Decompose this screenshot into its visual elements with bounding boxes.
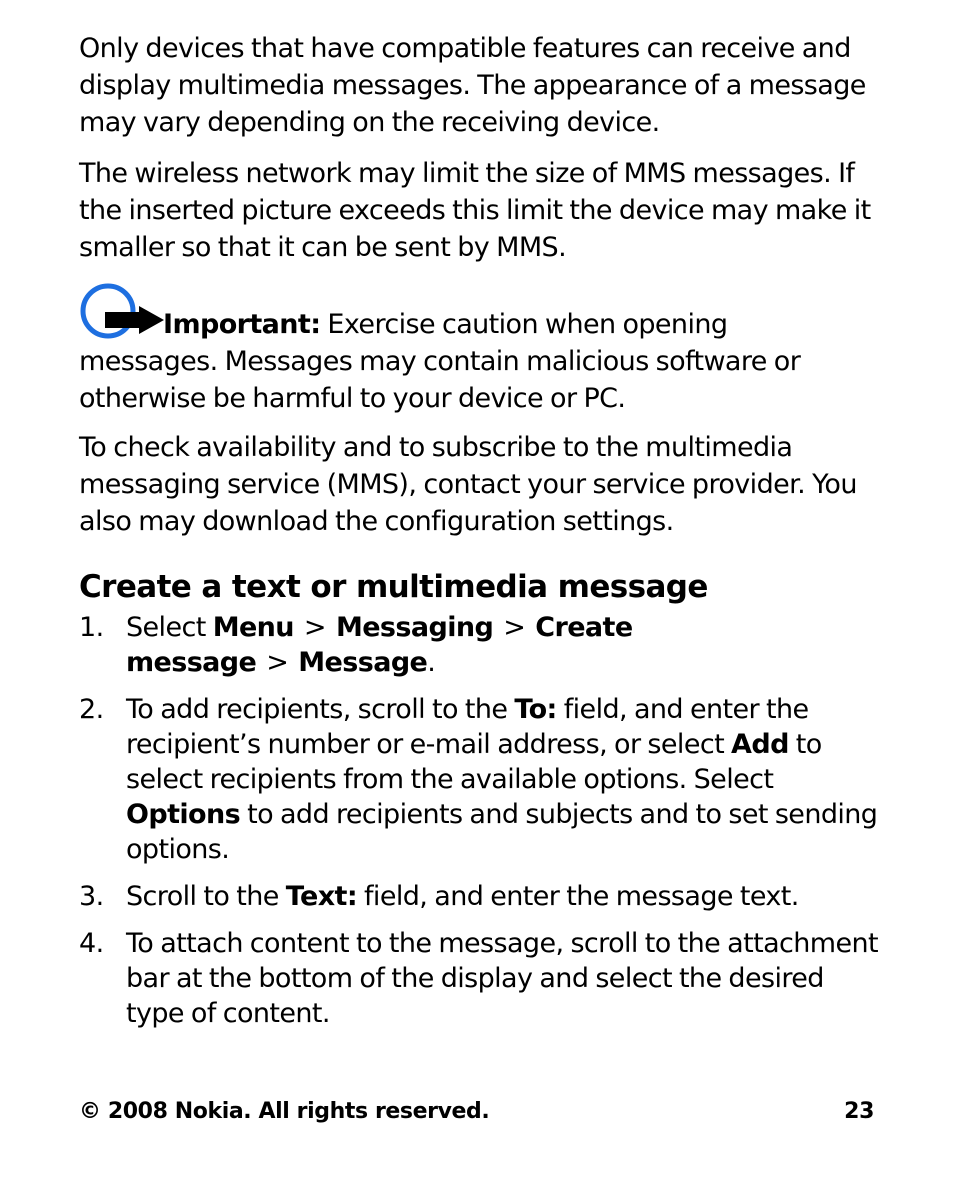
steps-list <box>79 610 879 1031</box>
path-separator: > <box>266 647 289 678</box>
step-text: field, and enter the message text. <box>357 881 799 912</box>
important-notice <box>79 282 879 417</box>
important-line-1 <box>79 306 879 343</box>
menu-path-item: Message <box>298 647 428 678</box>
path-separator: > <box>303 612 326 643</box>
manual-page <box>79 30 879 1043</box>
step-text: Select <box>126 612 213 643</box>
page-number: 23 <box>844 1099 874 1124</box>
step-text: . <box>427 647 436 678</box>
step-text: To attach content to the message, scroll to the attachment bar at the bottom of the display and select the desired type of content. <box>126 928 878 1029</box>
step-number: 1. <box>79 612 104 643</box>
step-number: 2. <box>79 694 104 725</box>
ui-term: Options <box>126 799 241 830</box>
body-paragraph: The wireless network may limit the size of MMS messages. If the inserted picture exceeds this limit the device may make it smaller so that it can be sent by MMS. <box>79 158 871 263</box>
menu-path-item: Messaging <box>335 612 494 643</box>
step-text: Scroll to the <box>126 881 286 912</box>
step-number: 3. <box>79 881 104 912</box>
step-text: to add recipients and subjects and to set sending options. <box>126 799 878 865</box>
step-number: 4. <box>79 928 104 959</box>
menu-path-item: Create message <box>126 612 633 678</box>
step-item <box>79 926 879 1031</box>
important-text-first: Exercise caution when opening <box>327 309 728 340</box>
copyright-notice: © 2008 Nokia. All rights reserved. <box>79 1099 490 1124</box>
step-text: To add recipients, scroll to the <box>126 694 515 725</box>
ui-term: Text: <box>285 881 358 912</box>
important-text-rest: messages. Messages may contain malicious software or otherwise be harmful to your device or PC. <box>79 346 801 414</box>
body-paragraph: To check availability and to subscribe to the multimedia messaging service (MMS), contact your service provider. You also may download the configuration settings. <box>79 432 857 537</box>
ui-term: Add <box>731 729 789 760</box>
ui-term: To: <box>514 694 557 725</box>
step-item <box>79 879 879 914</box>
step-text: to select recipients from the available options. Select <box>126 729 822 795</box>
important-notice-icon <box>79 282 165 342</box>
step-text: field, and enter the recipient’s number or e-mail address, or select <box>126 694 809 760</box>
step-item <box>79 610 879 680</box>
important-label: Important: <box>163 309 321 340</box>
step-item <box>79 692 879 867</box>
path-separator: > <box>503 612 526 643</box>
menu-path-item: Menu <box>212 612 294 643</box>
body-paragraph: Only devices that have compatible features can receive and display multimedia messages. The appearance of a message may vary depending on the receiving device. <box>79 33 866 138</box>
section-heading: Create a text or multimedia message <box>79 569 708 605</box>
